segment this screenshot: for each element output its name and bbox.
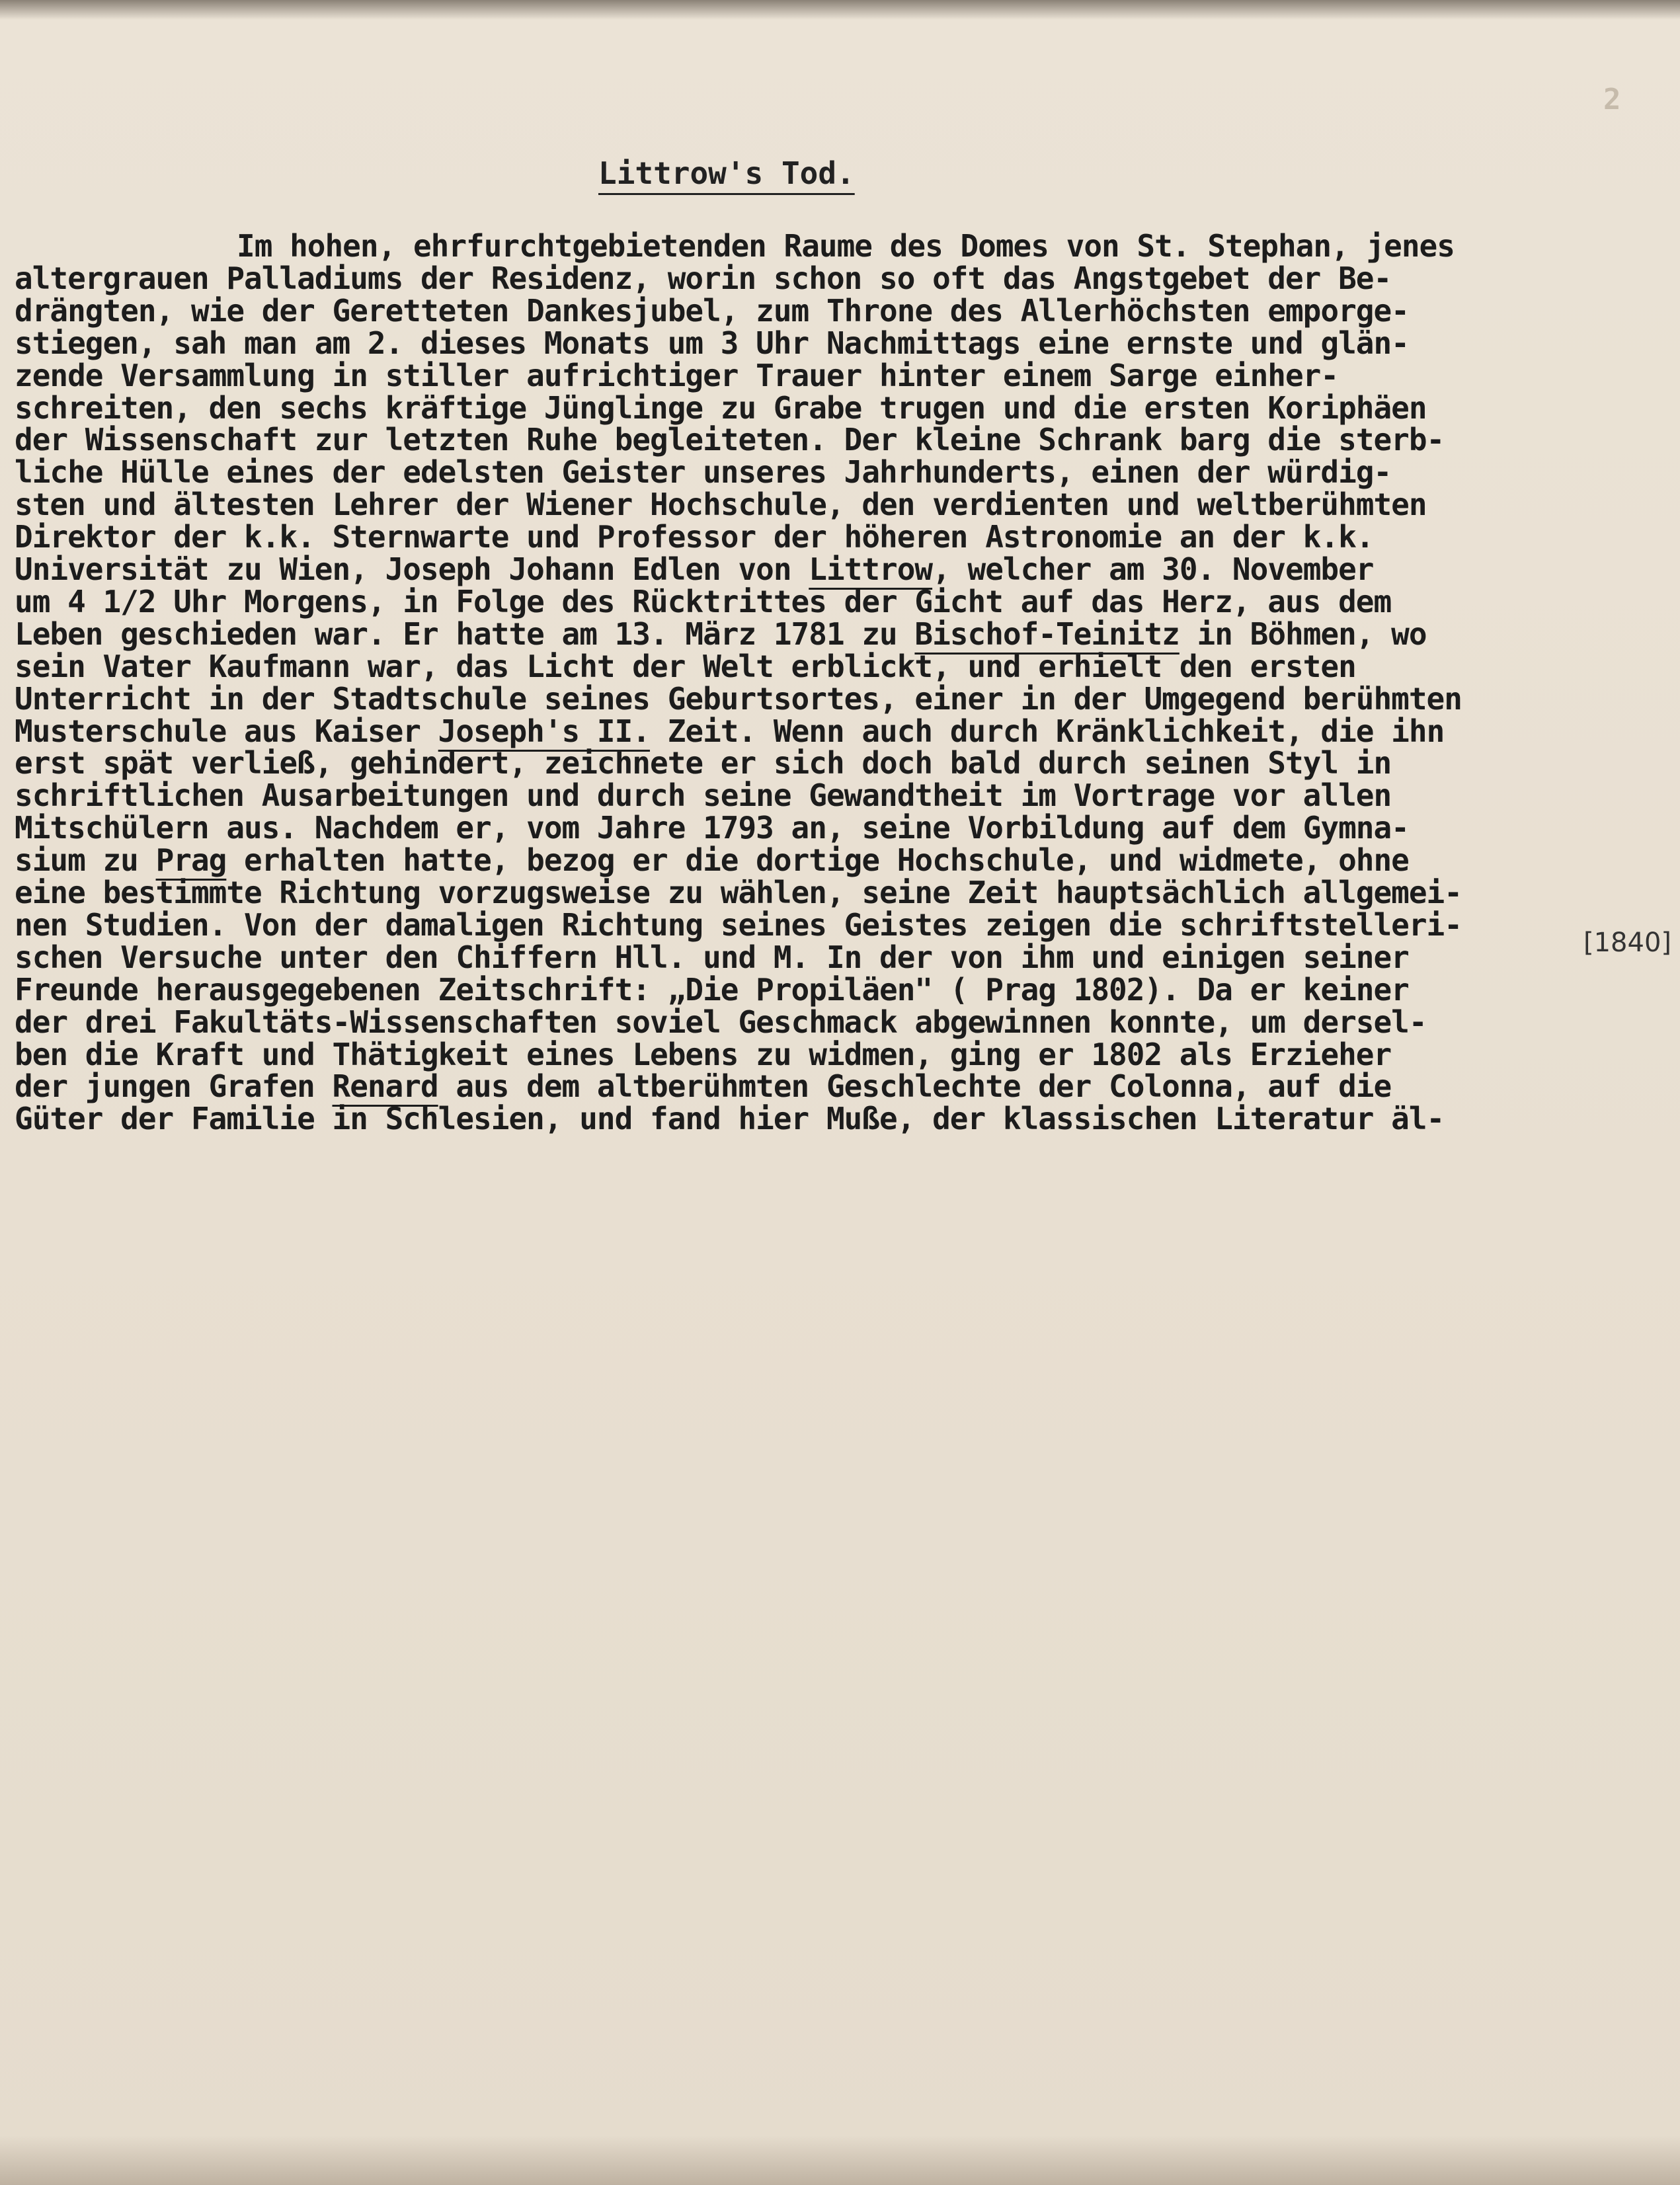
text-line: Güter der Familie in Schlesien, und fand hier Muße, der klassischen Literatur äl- [15, 1101, 1445, 1136]
text-line: liche Hülle eines der edelsten Geister unseres Jahrhunderts, einen der würdig- [15, 454, 1392, 490]
text-segment: sium zu [15, 842, 156, 878]
text-line: sein Vater Kaufmann war, das Licht der Welt erblickt, und erhielt den ersten [15, 649, 1356, 684]
text-segment: erhalten hatte, bezog er die dortige Hochschule, und widmete, ohne [226, 842, 1409, 878]
text-line: der Wissenschaft zur letzten Ruhe begleiteten. Der kleine Schrank barg die sterb- [15, 422, 1445, 457]
document-title: Littrow's Tod. [598, 155, 855, 191]
text-line: Unterricht in der Stadtschule seines Geburtsortes, einer in der Umgegend berühmten [15, 681, 1462, 717]
underlined-name: Renard [332, 1068, 438, 1104]
text-line: schriftlichen Ausarbeitungen und durch seine Gewandtheit im Vortrage vor allen [15, 777, 1392, 813]
text-line: schreiten, den sechs kräftige Jünglinge zu Grabe trugen und die ersten Koriphäen [15, 390, 1427, 426]
text-line: drängten, wie der Geretteten Dankesjubel, zum Throne des Allerhöchsten emporge- [15, 293, 1409, 329]
text-segment: Universität zu Wien, Joseph Johann Edlen von [15, 551, 809, 587]
text-line: sten und ältesten Lehrer der Wiener Hochschule, den verdienten und weltberühmten [15, 487, 1427, 522]
text-segment: aus dem altberühmten Geschlechte der Colonna, auf die [438, 1068, 1392, 1104]
text-line: altergrauen Palladiums der Residenz, worin schon so oft das Angstgebet der Be- [15, 260, 1392, 296]
text-line [15, 551, 1373, 587]
text-segment: Leben geschieden war. Er hatte am 13. März 1781 zu [15, 616, 915, 652]
text-line: Mitschülern aus. Nachdem er, vom Jahre 1793 an, seine Vorbildung auf dem Gymna- [15, 810, 1409, 846]
text-line: nen Studien. Von der damaligen Richtung seines Geistes zeigen die schriftstelleri- [15, 907, 1462, 943]
text-line: ben die Kraft und Thätigkeit eines Lebens zu widmen, ging er 1802 als Erzieher [15, 1037, 1392, 1072]
text-line [15, 842, 1409, 878]
text-line: schen Versuche unter den Chiffern Hll. und M. In der von ihm und einigen seiner [15, 939, 1409, 975]
text-line: zende Versammlung in stiller aufrichtiger Trauer hinter einem Sarge einher- [15, 358, 1339, 393]
text-line: der drei Fakultäts-Wissenschaften soviel Geschmack abgewinnen konnte, um dersel- [15, 1004, 1427, 1040]
text-line [15, 1068, 1391, 1104]
handwritten-year-annotation: [1840] [1583, 928, 1672, 958]
page-number: 2 [1603, 83, 1621, 116]
text-segment: , welcher am 30. November [932, 551, 1374, 587]
text-segment: der jungen Grafen [15, 1068, 333, 1104]
text-line: eine bestimmte Richtung vorzugsweise zu wählen, seine Zeit hauptsächlich allgemei- [15, 875, 1462, 910]
text-segment: Musterschule aus Kaiser [15, 713, 438, 749]
text-line: um 4 1/2 Uhr Morgens, in Folge des Rücktrittes der Gicht auf das Herz, aus dem [15, 584, 1392, 619]
text-line: erst spät verließ, gehindert, zeichnete er sich doch bald durch seinen Styl in [15, 745, 1392, 781]
text-line: Direktor der k.k. Sternwarte und Professor der höheren Astronomie an der k.k. [15, 519, 1374, 555]
text-segment: Zeit. Wenn auch durch Kränklichkeit, die ihn [650, 713, 1445, 749]
underlined-name: Prag [155, 842, 227, 878]
underlined-name: Littrow [809, 551, 933, 587]
text-line [15, 616, 1427, 652]
text-line: Im hohen, ehrfurchtgebietenden Raume des Domes von St. Stephan, jenes [237, 228, 1455, 264]
text-line [15, 713, 1444, 749]
text-line: Freunde herausgegebenen Zeitschrift: „Die Propiläen" ( Prag 1802). Da er keiner [15, 972, 1409, 1008]
underlined-name: Joseph's II. [438, 713, 651, 749]
underlined-name: Bischof-Teinitz [914, 616, 1180, 652]
text-segment: in Böhmen, wo [1179, 616, 1427, 652]
text-line: stiegen, sah man am 2. dieses Monats um 3 Uhr Nachmittags eine ernste und glän- [15, 325, 1409, 361]
